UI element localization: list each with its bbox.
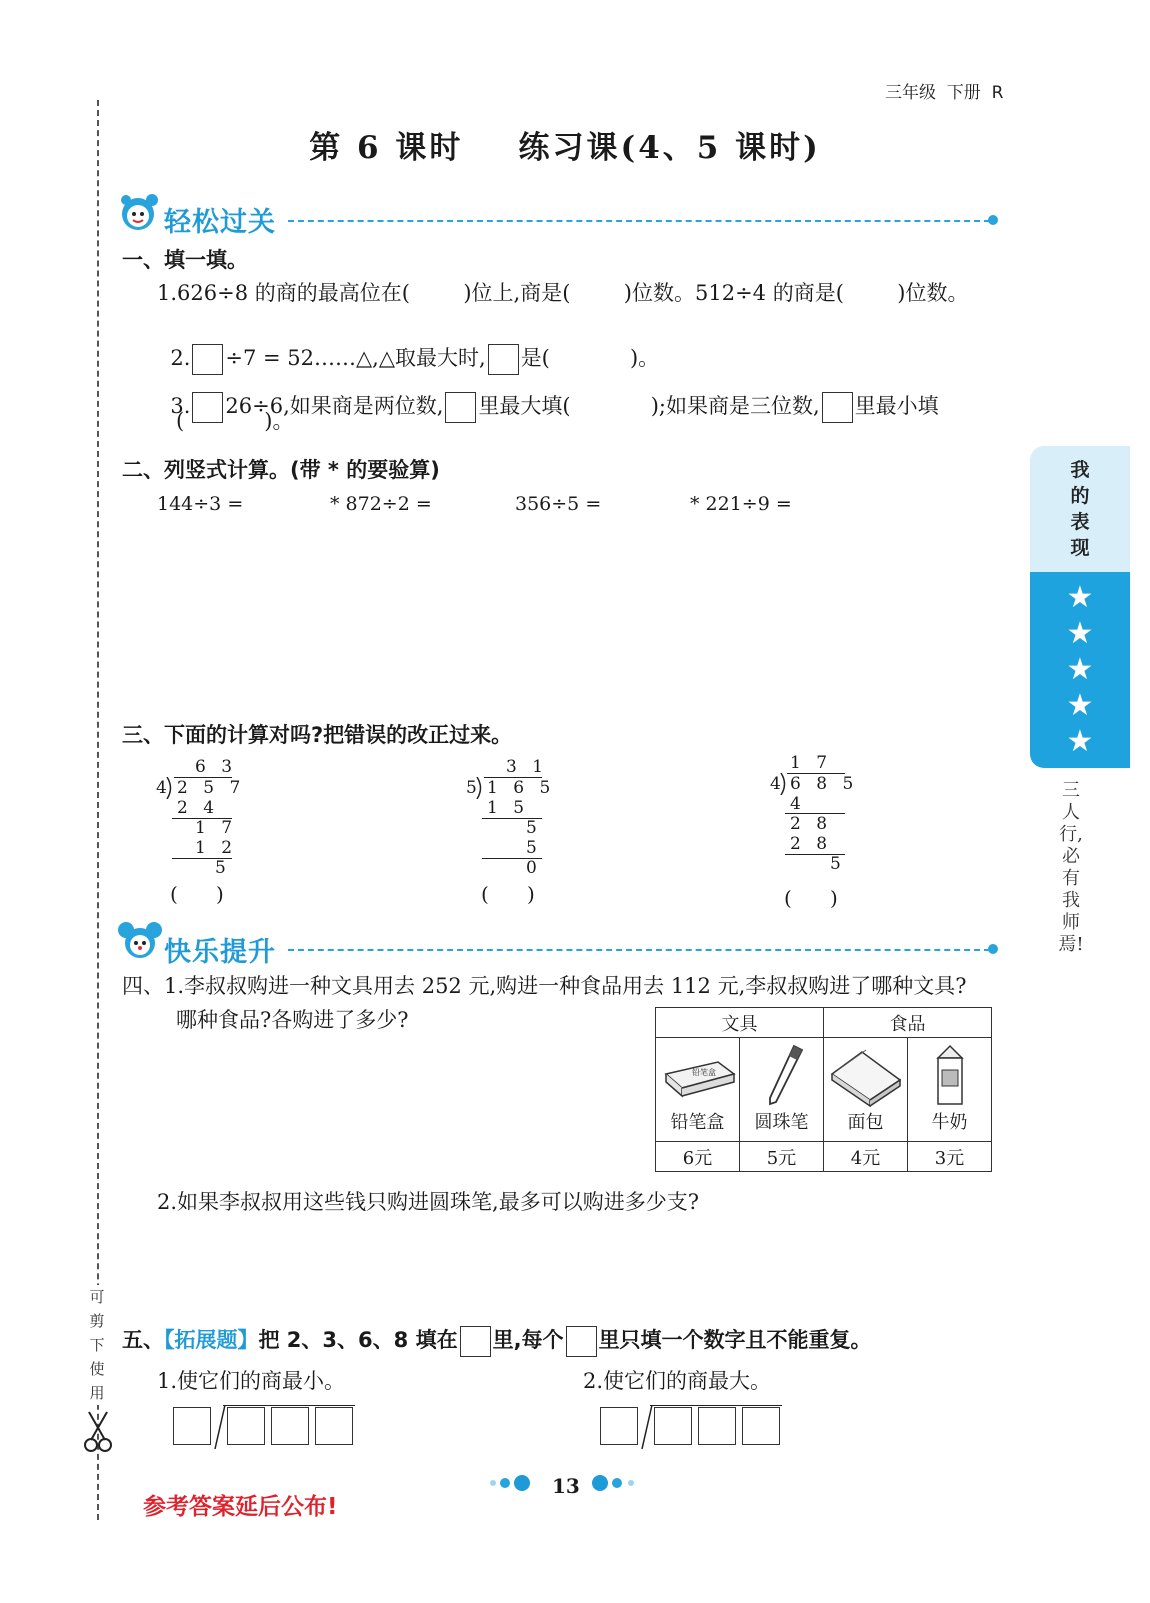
milk-carton-icon [910, 1040, 990, 1108]
q1-item-3-tail: ( )。 [176, 409, 294, 433]
performance-tab [1030, 446, 1130, 768]
section-title-happy: 快乐提升 [164, 937, 276, 968]
goods-name: 牛奶 [931, 1112, 968, 1133]
star-icon[interactable]: ★ [1066, 652, 1094, 687]
table-header-stationery: 文具 [656, 1008, 824, 1038]
remainder-step: 5 [526, 818, 542, 838]
dot [500, 1478, 510, 1488]
page-title: 第 6 课时 练习课(4、5 课时) [309, 130, 821, 166]
dot [628, 1480, 634, 1486]
section-rule [288, 949, 990, 951]
star-icon[interactable]: ★ [1066, 688, 1094, 723]
goods-name: 面包 [847, 1112, 884, 1133]
dividend: 1 6 5 [487, 778, 556, 798]
star-icon[interactable]: ★ [1066, 616, 1094, 651]
answer-box[interactable] [271, 1407, 309, 1445]
divisor: 4 [770, 774, 786, 794]
q3-heading: 三、下面的计算对吗?把错误的改正过来。 [122, 723, 513, 747]
bread-icon [826, 1040, 906, 1108]
division-bracket [640, 1405, 654, 1449]
partial-product: 2 4 [177, 798, 220, 818]
q5-text: 把 2、3、6、8 填在 [258, 1328, 458, 1352]
answer-box[interactable] [654, 1407, 692, 1445]
divisor: 5 [466, 778, 482, 798]
division-puzzle-2 [600, 1405, 790, 1447]
division-bracket [213, 1405, 227, 1449]
answer-box[interactable] [173, 1407, 211, 1445]
dot [490, 1480, 496, 1486]
partial-product: 1 5 [487, 798, 530, 818]
goods-name: 铅笔盒 [670, 1112, 725, 1133]
answer-paren[interactable]: ( ) [481, 882, 535, 906]
dot [592, 1475, 608, 1491]
mascot-mouse-icon [118, 918, 162, 962]
svg-text:铅笔盒: 铅笔盒 [691, 1068, 716, 1077]
q2-problem: * 872÷2 = [330, 493, 432, 515]
section-dot [988, 215, 998, 225]
answer-note: 参考答案延后公布! [143, 1494, 338, 1520]
division-bracket [476, 777, 486, 799]
goods-price: 4元 [824, 1142, 908, 1172]
goods-price: 6元 [656, 1142, 740, 1172]
q1-item-2-tail: 是( )。 [520, 346, 660, 370]
q1-heading: 一、填一填。 [122, 248, 248, 272]
goods-cell [824, 1038, 908, 1142]
q1-item-2-number: 2. [170, 346, 191, 370]
goods-cell [740, 1038, 824, 1142]
mascot-girl-icon [118, 190, 162, 234]
motto: 三人行,必有我师焉! [1058, 780, 1084, 955]
q5-instruction [122, 1326, 872, 1357]
cut-label: 可剪下使用 [86, 1285, 108, 1405]
q2-problem: 356÷5 = [515, 493, 602, 515]
dividend: 6 8 5 [790, 774, 859, 794]
performance-tab-header [1030, 446, 1130, 572]
partial-product: 5 [526, 838, 542, 858]
star-icon[interactable]: ★ [1066, 724, 1094, 759]
quotient: 1 7 [790, 753, 833, 773]
partial-product: 4 [790, 794, 806, 814]
answer-box-sample [566, 1326, 597, 1357]
table-header-food: 食品 [824, 1008, 992, 1038]
answer-box[interactable] [742, 1407, 780, 1445]
q1-item-3-text-2: 里最大填( );如果商是三位数, [478, 394, 820, 418]
goods-price: 5元 [740, 1142, 824, 1172]
quotient: 6 3 [195, 757, 238, 777]
q5-sub-2: 2.使它们的商最大。 [583, 1369, 772, 1393]
goods-cell [908, 1038, 992, 1142]
q4-item-2: 2.如果李叔叔用这些钱只购进圆珠笔,最多可以购进多少支? [157, 1190, 699, 1214]
dividend: 2 5 7 [177, 778, 246, 798]
q1-item-3-text: 26÷6,如果商是两位数, [225, 394, 444, 418]
rating-stars [1030, 572, 1130, 768]
remainder-step: 1 7 [195, 818, 238, 838]
goods-cell [656, 1038, 740, 1142]
q2-problem: * 221÷9 = [690, 493, 792, 515]
remainder-step: 2 8 [790, 814, 833, 834]
divisor: 4 [156, 778, 172, 798]
division-bracket [780, 773, 790, 795]
q1-item-1: 1.626÷8 的商的最高位在( )位上,商是( )位数。512÷4 的商是( )位数。 [157, 281, 969, 305]
goods-table [655, 1007, 992, 1172]
section-rule [288, 220, 990, 222]
remainder: 5 [830, 854, 846, 874]
q5-lead: 五、 [122, 1328, 164, 1352]
page-number: 13 [552, 1474, 580, 1498]
q5-text-3: 里只填一个数字且不能重复。 [598, 1328, 872, 1352]
pencil-box-icon [658, 1040, 738, 1108]
answer-paren[interactable]: ( ) [170, 882, 224, 906]
q4-item-1-line-2: 哪种食品?各购进了多少? [176, 1008, 409, 1032]
q1-item-3-number: 3. [170, 394, 191, 418]
division-bar [650, 1405, 782, 1406]
grade-label: 三年级 下册 R [885, 83, 1004, 103]
answer-box[interactable] [315, 1407, 353, 1445]
section-dot [988, 944, 998, 954]
answer-box[interactable] [698, 1407, 736, 1445]
extension-tag: 【拓展题】 [164, 1328, 259, 1352]
answer-box-sample [460, 1326, 491, 1357]
dot [612, 1478, 622, 1488]
q2-heading: 二、列竖式计算。(带 * 的要验算) [122, 458, 440, 482]
division-puzzle-1 [173, 1405, 363, 1447]
performance-tab-label: 我的表现 [1070, 459, 1090, 559]
ballpoint-pen-icon [742, 1040, 822, 1108]
q5-sub-1: 1.使它们的商最小。 [157, 1369, 346, 1393]
q1-item-2-text: ÷7 = 52……△,△取最大时, [225, 346, 486, 370]
goods-name: 圆珠笔 [754, 1112, 809, 1133]
remainder: 0 [526, 858, 542, 878]
answer-paren[interactable]: ( ) [784, 886, 838, 910]
dot [514, 1475, 530, 1491]
partial-product: 2 8 [790, 834, 833, 854]
answer-box[interactable] [445, 392, 476, 423]
division-bracket [166, 777, 176, 799]
scissors-icon [83, 1410, 113, 1454]
q2-problem: 144÷3 = [157, 493, 244, 515]
answer-box[interactable] [227, 1407, 265, 1445]
q4-item-1: 四、1.李叔叔购进一种文具用去 252 元,购进一种食品用去 112 元,李叔叔购进了哪种文具? [122, 974, 967, 998]
answer-box[interactable] [822, 392, 853, 423]
quotient: 3 1 [506, 757, 549, 777]
q1-item-3-text-3: 里最小填 [854, 394, 939, 418]
section-title-easy: 轻松过关 [164, 207, 276, 238]
answer-box[interactable] [600, 1407, 638, 1445]
star-icon[interactable]: ★ [1066, 580, 1094, 615]
remainder: 5 [215, 858, 231, 878]
goods-price: 3元 [908, 1142, 992, 1172]
partial-product: 1 2 [195, 838, 238, 858]
q5-text-2: 里,每个 [492, 1328, 564, 1352]
division-bar [223, 1405, 355, 1406]
